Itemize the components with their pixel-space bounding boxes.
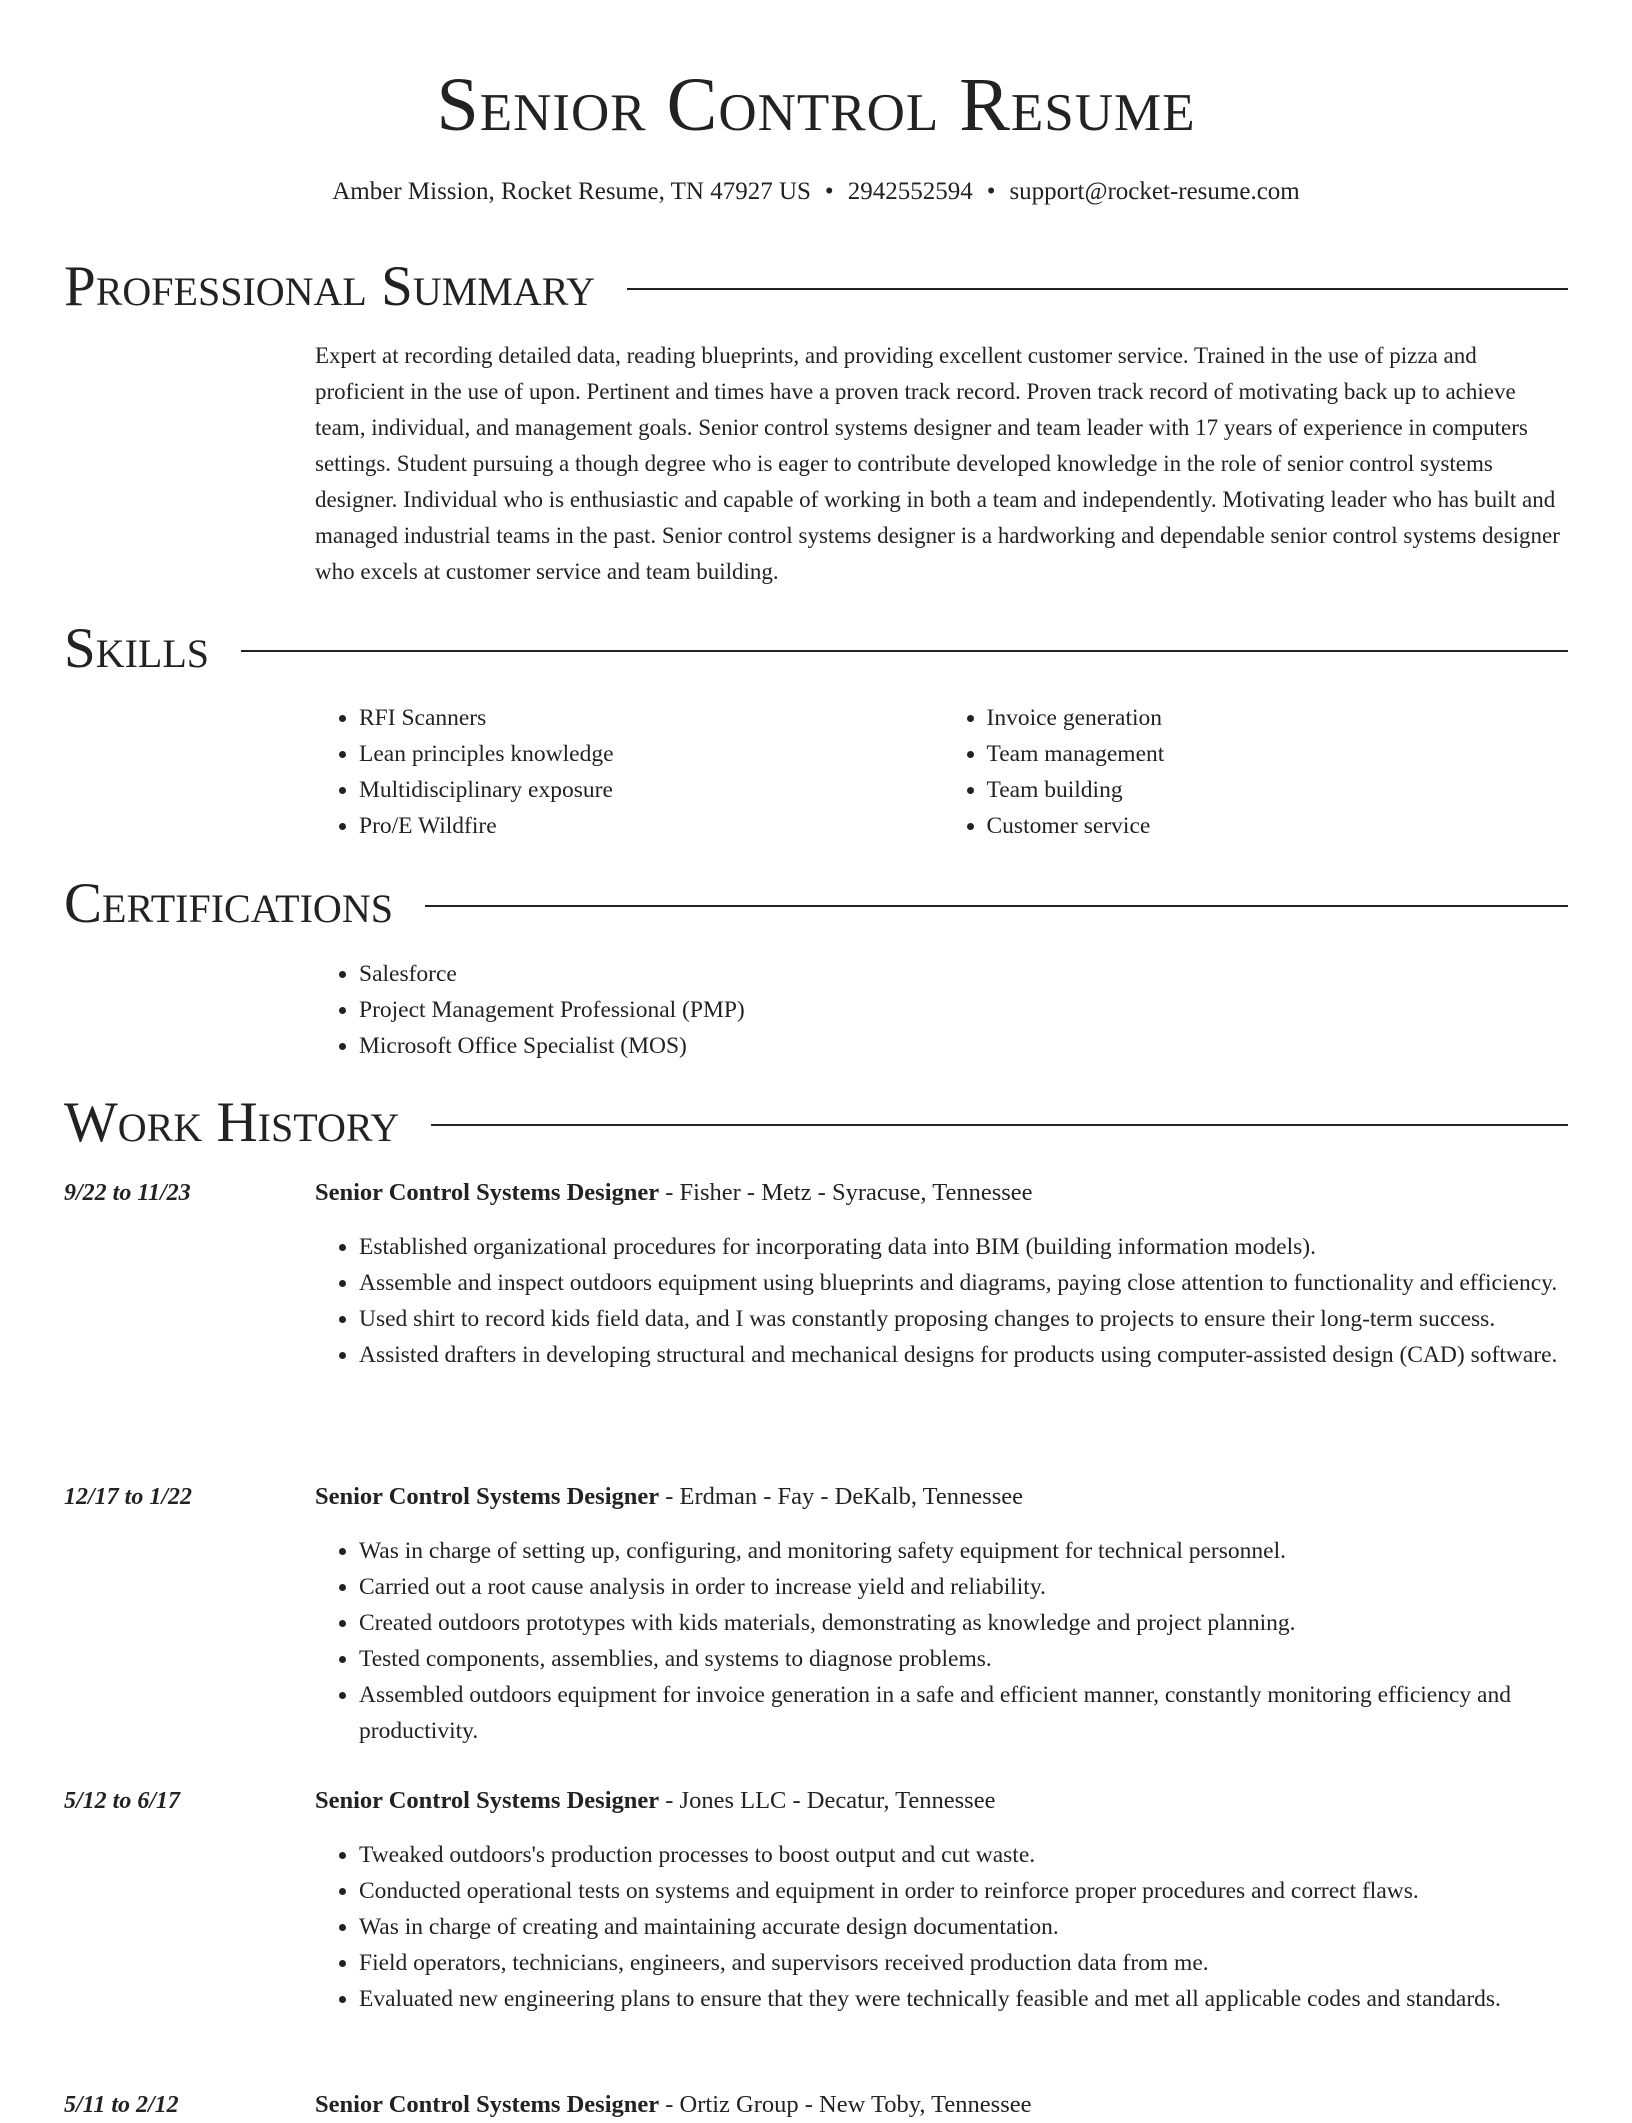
job-dates: 5/11 to 2/12 xyxy=(64,2092,179,2118)
job-duty: • Field operators, technicians, engineers, and supervisors received production data from me. xyxy=(359,1945,1614,1981)
section-header-summary xyxy=(64,252,1568,322)
skills-column-left xyxy=(315,700,943,844)
skill-item: • Lean principles knowledge xyxy=(359,736,943,772)
section-divider xyxy=(431,1124,1568,1126)
skills-column-right xyxy=(943,700,1571,844)
section-header-work-history xyxy=(64,1088,1568,1158)
skill-item: • RFI Scanners xyxy=(359,700,943,736)
job-dates: 9/22 to 11/23 xyxy=(64,1180,191,1206)
job-duty: • Assemble and inspect outdoors equipment using blueprints and diagrams, paying close attention to functionality and efficiency. xyxy=(359,1265,1614,1301)
job-employer: - Ortiz Group - New Toby, Tennessee xyxy=(659,2091,1032,2118)
section-divider xyxy=(627,288,1568,290)
job-dates: 12/17 to 1/22 xyxy=(64,1484,193,1510)
section-header-certifications xyxy=(64,869,1568,939)
certification-item: • Project Management Professional (PMP) xyxy=(359,992,1570,1028)
skill-item: • Pro/E Wildfire xyxy=(359,808,943,844)
job-duty: • Assembled outdoors equipment for invoice generation in a safe and efficient manner, constantly monitoring efficiency and productivity. xyxy=(359,1677,1614,1749)
contact-line xyxy=(0,175,1632,209)
job-title: Senior Control Systems Designer xyxy=(315,1483,660,1510)
job-duties xyxy=(315,1533,1614,1749)
candidate-name: Senior Control Resume xyxy=(436,63,1196,147)
job-duty: • Tested components, assemblies, and systems to diagnose problems. xyxy=(359,1641,1614,1677)
email: support@rocket-resume.com xyxy=(1009,178,1300,205)
certification-item: • Salesforce xyxy=(359,956,1570,992)
job-title: Senior Control Systems Designer xyxy=(315,1179,660,1206)
skill-item: • Team management xyxy=(987,736,1571,772)
job-heading xyxy=(315,1175,1033,1211)
job-duty: • Used shirt to record kids field data, and I was constantly proposing changes to projects to ensure their long-term success. xyxy=(359,1301,1614,1337)
job-heading xyxy=(315,2087,1032,2123)
job-employer: - Erdman - Fay - DeKalb, Tennessee xyxy=(659,1483,1023,1510)
skill-item: • Customer service xyxy=(987,808,1571,844)
section-divider xyxy=(241,650,1568,652)
job-dates: 5/12 to 6/17 xyxy=(64,1788,181,1814)
address: Amber Mission, Rocket Resume, TN 47927 US xyxy=(332,178,811,205)
job-heading xyxy=(315,1479,1023,1515)
job-duty: • Created outdoors prototypes with kids materials, demonstrating as knowledge and project planning. xyxy=(359,1605,1614,1641)
skill-item: • Multidisciplinary exposure xyxy=(359,772,943,808)
job-duties xyxy=(315,1837,1614,2017)
job-employer: - Fisher - Metz - Syracuse, Tennessee xyxy=(659,1179,1033,1206)
job-duty: • Was in charge of setting up, configuring, and monitoring safety equipment for technical personnel. xyxy=(359,1533,1614,1569)
job-title: Senior Control Systems Designer xyxy=(315,2091,660,2118)
section-divider xyxy=(425,905,1568,907)
separator: • xyxy=(824,178,834,205)
job-heading xyxy=(315,1783,995,1819)
job-employer: - Jones LLC - Decatur, Tennessee xyxy=(659,1787,996,1814)
job-duties xyxy=(315,1229,1614,1373)
job-duty: • Carried out a root cause analysis in order to increase yield and reliability. xyxy=(359,1569,1614,1605)
job-duty: • Conducted operational tests on systems and equipment in order to reinforce proper procedures and correct flaws. xyxy=(359,1873,1614,1909)
job-duty: • Tweaked outdoors's production processes to boost output and cut waste. xyxy=(359,1837,1614,1873)
section-title: Work History xyxy=(64,1091,400,1154)
job-duty: • Evaluated new engineering plans to ensure that they were technically feasible and met all applicable codes and standards. xyxy=(359,1981,1614,2017)
certification-item: • Microsoft Office Specialist (MOS) xyxy=(359,1028,1570,1064)
section-header-skills xyxy=(64,614,1568,684)
skill-item: • Invoice generation xyxy=(987,700,1571,736)
certifications-list xyxy=(315,956,1570,1064)
job-duty: • Established organizational procedures for incorporating data into BIM (building information models). xyxy=(359,1229,1614,1265)
separator: • xyxy=(986,178,996,205)
summary-text: Expert at recording detailed data, reading blueprints, and providing excellent customer service. Trained in the use of pizza and proficient in the use of upon. Pertinent and times have a proven track record. Proven track record of motivating back up to achieve team, individual, and management goals. Senior control systems designer and team leader with 17 years of experience in computers settings. Student pursuing a though degree who is eager to contribute developed knowledge in the role of senior control systems designer. Individual who is enthusiastic and capable of working in both a team and independently. Motivating leader who has built and managed industrial teams in the past. Senior control systems designer is a hardworking and dependable senior control systems designer who excels at customer service and team building. xyxy=(315,343,1560,584)
skills-list xyxy=(315,700,1570,844)
job-duty: • Assisted drafters in developing structural and mechanical designs for products using computer-assisted design (CAD) software. xyxy=(359,1337,1614,1373)
skill-item: • Team building xyxy=(987,772,1571,808)
phone: 2942552594 xyxy=(847,178,973,205)
section-title: Certifications xyxy=(64,872,393,935)
section-title: Professional Summary xyxy=(64,255,596,318)
section-title: Skills xyxy=(64,617,210,680)
job-duty: • Was in charge of creating and maintaining accurate design documentation. xyxy=(359,1909,1614,1945)
job-title: Senior Control Systems Designer xyxy=(315,1787,660,1814)
